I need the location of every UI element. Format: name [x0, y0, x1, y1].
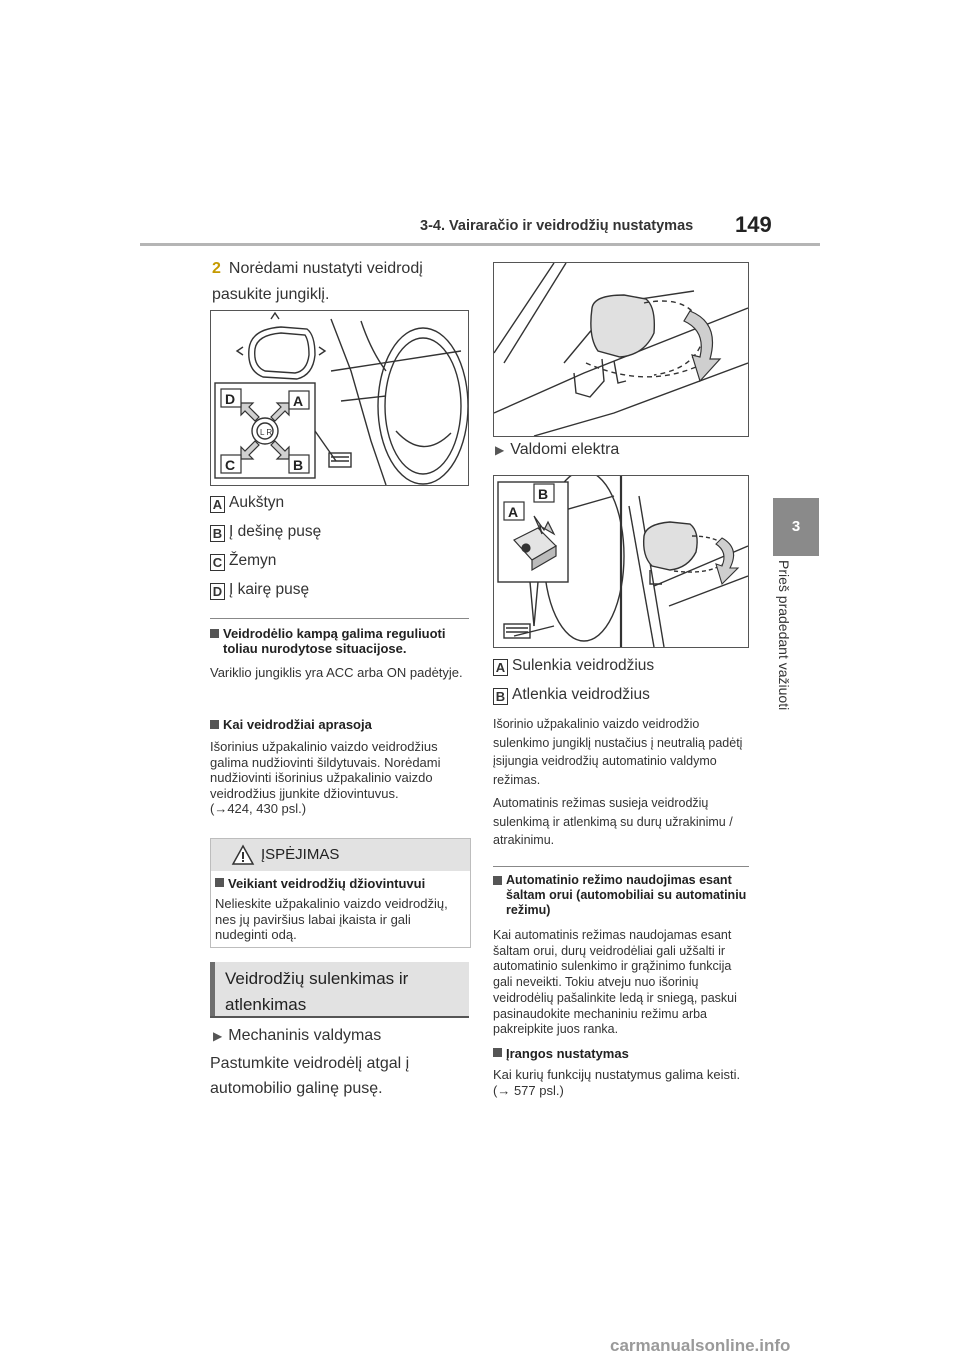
legend-key: A	[210, 496, 225, 513]
step-text: Norėdami nustatyti veidrodį pasukite jungiklį.	[212, 260, 423, 303]
legend-text: Į dešinę pusę	[229, 523, 322, 540]
knob-text: L R	[260, 428, 273, 437]
figure-label: A	[293, 393, 304, 409]
legend-key: C	[210, 554, 225, 571]
note-title: Kai veidrodžiai aprasoja	[223, 717, 372, 732]
warning-box	[210, 838, 471, 948]
figure-label: A	[508, 504, 519, 520]
warning-heading: ĮSPĖJIMAS	[261, 846, 340, 863]
mirror-adjust-illustration	[211, 311, 468, 485]
auto-mode-paragraph: Automatinis režimas susieja veidrodžių sulenkimą ir atlenkimą su durų užrakinimu / atrakinimu.	[493, 796, 733, 847]
warning-triangle-icon	[231, 844, 255, 866]
mirror-electric-figure	[493, 475, 749, 648]
figure-label: D	[225, 391, 236, 407]
legend-text: Į kairę pusę	[229, 581, 310, 598]
figure-label: B	[293, 457, 304, 473]
note-body: Išorinius užpakalinio vaizdo veidrodžius galima nudžiovinti šildytuvais. Norėdami nudžiovinti išorinius užpakalinio vaizdo veidrodžius įjunkite džiovintuvus.	[210, 739, 441, 801]
legend-key: A	[493, 659, 508, 676]
chapter-label: Prieš pradedant važiuoti	[776, 560, 792, 711]
step-2	[212, 256, 472, 308]
legend-key: D	[210, 583, 225, 600]
legend-text: Žemyn	[229, 552, 277, 569]
legend-text: Sulenkia veidrodžius	[512, 657, 655, 674]
square-bullet-icon	[215, 878, 224, 887]
legend-text: Aukštyn	[229, 494, 285, 511]
section-rule	[210, 1016, 469, 1018]
step-number: 2	[212, 260, 221, 277]
note-body: Kai kurių funkcijų nustatymus galima keisti.	[493, 1067, 741, 1082]
page-number: 149	[735, 212, 772, 237]
note-cold-weather	[493, 873, 747, 1038]
triangle-bullet-icon: ▶	[495, 443, 505, 457]
square-bullet-icon	[493, 1048, 502, 1057]
legend-key: B	[493, 688, 508, 705]
legend-item	[210, 523, 321, 542]
page-reference: (→ 577 psl.)	[493, 1082, 564, 1098]
mechanical-body: Pastumkite veidrodėlį atgal į automobilio galinę pusę.	[210, 1055, 410, 1097]
note-settings	[493, 1046, 747, 1098]
divider	[493, 866, 749, 867]
figure-label: C	[225, 457, 236, 473]
auto-mode-paragraph: Išorinio užpakalinio vaizdo veidrodžio sulenkimo jungiklį nustačius į neutralią padėtį įsijungia veidrodžių automatinio valdymo režimas.	[493, 717, 743, 787]
watermark: carmanualsonline.info	[610, 1336, 791, 1355]
warning-header	[211, 839, 470, 871]
legend-item	[493, 686, 650, 705]
header-rule	[140, 243, 820, 246]
note-title: Veidrodėlio kampą galima reguliuoti toliau nurodytose situacijose.	[223, 626, 446, 656]
electric-label: ▶ Valdomi elektra	[495, 441, 620, 458]
mirror-fold-illustration	[494, 263, 748, 436]
legend-text: Atlenkia veidrodžius	[512, 686, 650, 703]
legend-item	[210, 552, 276, 571]
note-fog	[210, 717, 469, 817]
square-bullet-icon	[210, 720, 219, 729]
square-bullet-icon	[493, 876, 502, 885]
figure-label: B	[538, 486, 549, 502]
note-body: Kai automatinis režimas naudojamas esant šaltam orui, durų veidrodėliai gali užšalti ir automatinio sulenkimo ir grąžinimo funkcija gali neveikti. Tokiu atveju nuo išorinių veidrodėlių pašalinkite ledą ir sniegą, paskui pasinaudokite mechaniniu režimu arba pakreipkite juos ranka.	[493, 928, 737, 1037]
note-title: Automatinio režimo naudojimas esant šaltam orui (automobiliai su automatiniu režimu)	[506, 873, 747, 917]
mirror-electric-illustration	[494, 476, 748, 647]
warning-body: Nelieskite užpakalinio vaizdo veidrodžių, nes jų paviršius labai įkaista ir gali nudeginti odą.	[215, 896, 448, 942]
warning-title: Veikiant veidrodžių džiovintuvui	[228, 876, 426, 891]
divider	[210, 618, 469, 619]
square-bullet-icon	[210, 629, 219, 638]
note-body: Variklio jungiklis yra ACC arba ON padėtyje.	[210, 665, 463, 680]
legend-item	[210, 581, 309, 600]
mechanical-label: ▶ Mechaninis valdymas	[213, 1027, 382, 1044]
triangle-bullet-icon: ▶	[213, 1029, 223, 1043]
mirror-adjust-figure	[210, 310, 469, 486]
note-adjust-conditions	[210, 626, 469, 681]
mirror-mechanical-figure	[493, 262, 749, 437]
chapter-tab: 3	[773, 498, 819, 556]
page-reference: (→424, 430 psl.)	[210, 801, 307, 816]
note-title: Įrangos nustatymas	[506, 1046, 629, 1061]
legend-item	[210, 494, 284, 513]
section-header: 3-4. Vairaračio ir veidrodžių nustatymas	[420, 218, 694, 234]
legend-key: B	[210, 525, 225, 542]
legend-item	[493, 657, 654, 676]
section-heading: Veidrodžių sulenkimas ir atlenkimas	[210, 962, 469, 1018]
